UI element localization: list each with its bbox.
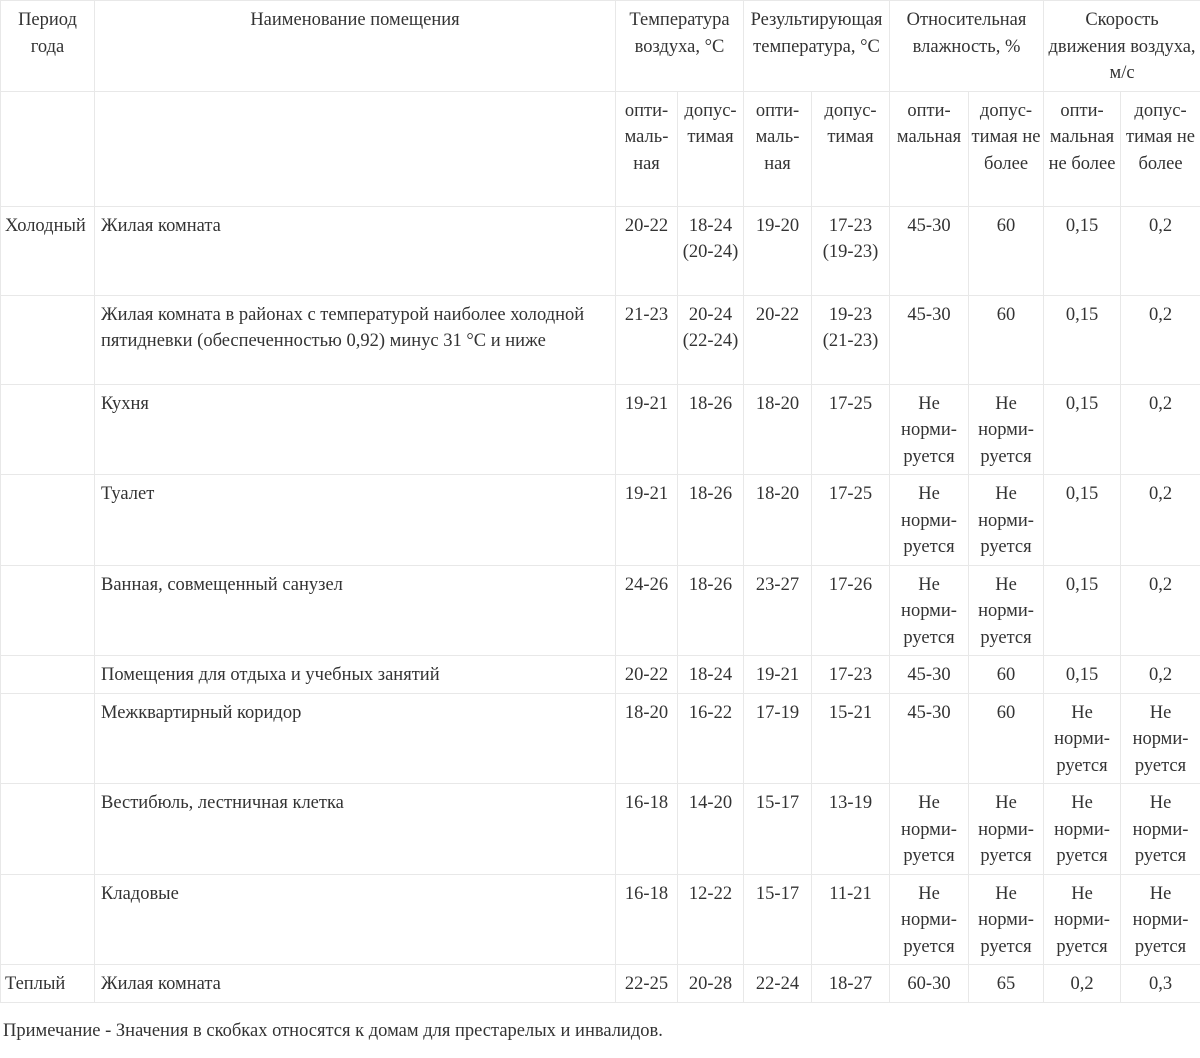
cell-result-temp-optimal: 15-17 bbox=[744, 874, 812, 965]
cell-air-temp-admissible: 12-22 bbox=[678, 874, 744, 965]
cell-air-temp-optimal: 19-21 bbox=[616, 475, 678, 566]
cell-humidity-optimal: 45-30 bbox=[890, 295, 969, 384]
cell-humidity-admissible: 65 bbox=[969, 965, 1044, 1003]
cell-result-temp-admissible: 17-26 bbox=[812, 565, 890, 656]
subheader-air-temp-optimal: опти-маль-ная bbox=[616, 91, 678, 206]
cell-period bbox=[1, 874, 95, 965]
cell-room-name: Помещения для отдыха и учебных занятий bbox=[95, 656, 616, 694]
cell-room-name: Вестибюль, лестничная клетка bbox=[95, 784, 616, 875]
table-row bbox=[1, 565, 1200, 656]
header-air-speed: Скорость движения воздуха, м/с bbox=[1044, 1, 1200, 92]
cell-humidity-admissible: 60 bbox=[969, 295, 1044, 384]
cell-result-temp-optimal: 19-21 bbox=[744, 656, 812, 694]
header-relative-humidity: Относительная влажность, % bbox=[890, 1, 1044, 92]
cell-period: Холодный bbox=[1, 206, 95, 295]
cell-result-temp-optimal: 15-17 bbox=[744, 784, 812, 875]
cell-result-temp-admissible: 15-21 bbox=[812, 693, 890, 784]
cell-air-temp-optimal: 22-25 bbox=[616, 965, 678, 1003]
cell-air-temp-optimal: 24-26 bbox=[616, 565, 678, 656]
cell-period bbox=[1, 295, 95, 384]
cell-result-temp-optimal: 17-19 bbox=[744, 693, 812, 784]
table-row bbox=[1, 784, 1200, 875]
table-row bbox=[1, 295, 1200, 384]
subheader-result-temp-optimal: опти-маль-ная bbox=[744, 91, 812, 206]
cell-room-name: Туалет bbox=[95, 475, 616, 566]
subheader-humidity-optimal: опти-мальная bbox=[890, 91, 969, 206]
subheader-air-temp-admissible: допус-тимая bbox=[678, 91, 744, 206]
cell-humidity-optimal: 45-30 bbox=[890, 206, 969, 295]
cell-speed-admissible: 0,2 bbox=[1121, 475, 1200, 566]
cell-air-temp-optimal: 20-22 bbox=[616, 656, 678, 694]
cell-humidity-optimal: 60-30 bbox=[890, 965, 969, 1003]
cell-humidity-admissible: Не норми-руется bbox=[969, 565, 1044, 656]
cell-humidity-optimal: Не норми-руется bbox=[890, 784, 969, 875]
cell-speed-admissible: 0,2 bbox=[1121, 295, 1200, 384]
cell-period bbox=[1, 475, 95, 566]
cell-air-temp-admissible: 14-20 bbox=[678, 784, 744, 875]
cell-air-temp-optimal: 16-18 bbox=[616, 874, 678, 965]
cell-room-name: Жилая комната bbox=[95, 206, 616, 295]
cell-period bbox=[1, 565, 95, 656]
subheader-result-temp-admissible: допус-тимая bbox=[812, 91, 890, 206]
cell-air-temp-optimal: 21-23 bbox=[616, 295, 678, 384]
cell-result-temp-optimal: 18-20 bbox=[744, 384, 812, 475]
cell-room-name: Межквартирный коридор bbox=[95, 693, 616, 784]
cell-humidity-admissible: Не норми-руется bbox=[969, 384, 1044, 475]
cell-speed-optimal: Не норми-руется bbox=[1044, 874, 1121, 965]
cell-speed-optimal: Не норми-руется bbox=[1044, 784, 1121, 875]
table-row bbox=[1, 475, 1200, 566]
table-row bbox=[1, 693, 1200, 784]
header-room-name: Наименование помещения bbox=[95, 1, 616, 92]
cell-speed-optimal: 0,15 bbox=[1044, 565, 1121, 656]
cell-result-temp-optimal: 19-20 bbox=[744, 206, 812, 295]
cell-speed-admissible: 0,3 bbox=[1121, 965, 1200, 1003]
cell-room-name: Ванная, совмещенный санузел bbox=[95, 565, 616, 656]
cell-speed-optimal: Не норми-руется bbox=[1044, 693, 1121, 784]
cell-humidity-optimal: 45-30 bbox=[890, 656, 969, 694]
cell-result-temp-optimal: 20-22 bbox=[744, 295, 812, 384]
cell-speed-admissible: Не норми-руется bbox=[1121, 693, 1200, 784]
cell-result-temp-admissible: 17-23 bbox=[812, 656, 890, 694]
cell-result-temp-admissible: 17-25 bbox=[812, 475, 890, 566]
cell-air-temp-admissible: 16-22 bbox=[678, 693, 744, 784]
cell-room-name: Жилая комната в районах с температурой наиболее холодной пятидневки (обеспеченностью 0,92) минус 31 °С и ниже bbox=[95, 295, 616, 384]
cell-period bbox=[1, 656, 95, 694]
cell-air-temp-admissible: 18-26 bbox=[678, 384, 744, 475]
cell-speed-optimal: 0,15 bbox=[1044, 475, 1121, 566]
cell-humidity-admissible: Не норми-руется bbox=[969, 784, 1044, 875]
cell-result-temp-admissible: 11-21 bbox=[812, 874, 890, 965]
subheader-humidity-admissible: допус-тимая не более bbox=[969, 91, 1044, 206]
subheader-empty bbox=[1, 91, 95, 206]
cell-result-temp-admissible: 19-23 (21-23) bbox=[812, 295, 890, 384]
cell-speed-optimal: 0,15 bbox=[1044, 295, 1121, 384]
table-row bbox=[1, 874, 1200, 965]
table-note: Примечание - Значения в скобках относятся к домам для престарелых и инвалидов. bbox=[3, 1020, 663, 1041]
cell-result-temp-optimal: 18-20 bbox=[744, 475, 812, 566]
header-resulting-temperature: Результирующая температура, °С bbox=[744, 1, 890, 92]
cell-speed-admissible: Не норми-руется bbox=[1121, 784, 1200, 875]
cell-air-temp-optimal: 19-21 bbox=[616, 384, 678, 475]
cell-humidity-optimal: Не норми-руется bbox=[890, 565, 969, 656]
cell-speed-optimal: 0,15 bbox=[1044, 206, 1121, 295]
cell-period bbox=[1, 693, 95, 784]
cell-room-name: Кладовые bbox=[95, 874, 616, 965]
cell-speed-optimal: 0,2 bbox=[1044, 965, 1121, 1003]
cell-speed-admissible: 0,2 bbox=[1121, 565, 1200, 656]
header-air-temperature: Температура воздуха, °С bbox=[616, 1, 744, 92]
cell-air-temp-admissible: 18-26 bbox=[678, 475, 744, 566]
cell-speed-admissible: 0,2 bbox=[1121, 656, 1200, 694]
cell-humidity-optimal: Не норми-руется bbox=[890, 384, 969, 475]
cell-period bbox=[1, 784, 95, 875]
cell-air-temp-admissible: 20-28 bbox=[678, 965, 744, 1003]
cell-result-temp-optimal: 22-24 bbox=[744, 965, 812, 1003]
cell-air-temp-optimal: 20-22 bbox=[616, 206, 678, 295]
cell-speed-admissible: Не норми-руется bbox=[1121, 874, 1200, 965]
cell-speed-optimal: 0,15 bbox=[1044, 656, 1121, 694]
cell-air-temp-admissible: 18-24 bbox=[678, 656, 744, 694]
table-row bbox=[1, 384, 1200, 475]
cell-humidity-admissible: Не норми-руется bbox=[969, 475, 1044, 566]
cell-humidity-optimal: 45-30 bbox=[890, 693, 969, 784]
cell-humidity-admissible: Не норми-руется bbox=[969, 874, 1044, 965]
cell-air-temp-admissible: 18-26 bbox=[678, 565, 744, 656]
table-row bbox=[1, 965, 1200, 1003]
cell-speed-admissible: 0,2 bbox=[1121, 206, 1200, 295]
header-row bbox=[1, 1, 1200, 92]
cell-result-temp-admissible: 17-23 (19-23) bbox=[812, 206, 890, 295]
cell-air-temp-admissible: 20-24 (22-24) bbox=[678, 295, 744, 384]
cell-humidity-admissible: 60 bbox=[969, 206, 1044, 295]
cell-room-name: Кухня bbox=[95, 384, 616, 475]
cell-humidity-admissible: 60 bbox=[969, 693, 1044, 784]
table-row bbox=[1, 206, 1200, 295]
cell-period bbox=[1, 384, 95, 475]
cell-room-name: Жилая комната bbox=[95, 965, 616, 1003]
cell-result-temp-admissible: 18-27 bbox=[812, 965, 890, 1003]
table-row bbox=[1, 656, 1200, 694]
cell-humidity-admissible: 60 bbox=[969, 656, 1044, 694]
cell-period: Теплый bbox=[1, 965, 95, 1003]
cell-air-temp-optimal: 18-20 bbox=[616, 693, 678, 784]
subheader-speed-admissible: допус-тимая не более bbox=[1121, 91, 1200, 206]
cell-speed-admissible: 0,2 bbox=[1121, 384, 1200, 475]
cell-air-temp-admissible: 18-24 (20-24) bbox=[678, 206, 744, 295]
cell-humidity-optimal: Не норми-руется bbox=[890, 475, 969, 566]
cell-humidity-optimal: Не норми-руется bbox=[890, 874, 969, 965]
cell-result-temp-admissible: 17-25 bbox=[812, 384, 890, 475]
cell-air-temp-optimal: 16-18 bbox=[616, 784, 678, 875]
cell-result-temp-optimal: 23-27 bbox=[744, 565, 812, 656]
subheader-row bbox=[1, 91, 1200, 206]
cell-result-temp-admissible: 13-19 bbox=[812, 784, 890, 875]
subheader-empty bbox=[95, 91, 616, 206]
subheader-speed-optimal: опти-мальная не более bbox=[1044, 91, 1121, 206]
cell-speed-optimal: 0,15 bbox=[1044, 384, 1121, 475]
header-period: Период года bbox=[1, 1, 95, 92]
